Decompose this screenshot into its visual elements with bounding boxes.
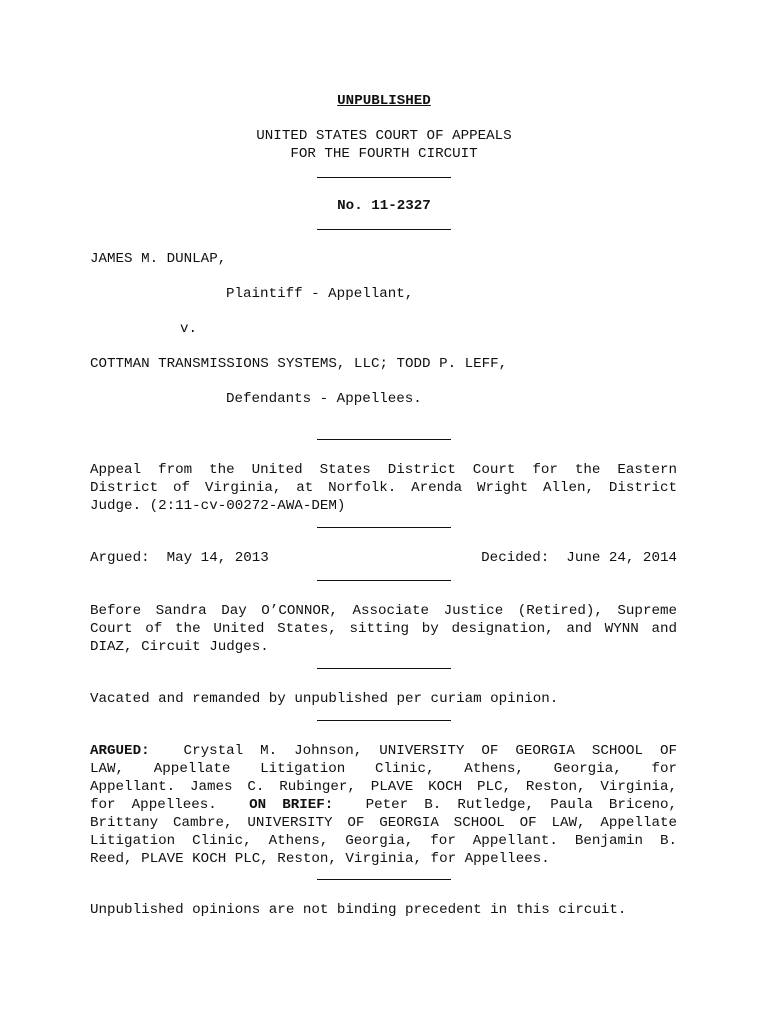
- counsel-line: [90, 796, 677, 814]
- versus: v.: [180, 321, 198, 337]
- appeal-line: Judge. (2:11-cv-00272-AWA-DEM): [90, 498, 346, 514]
- counsel-line: LAW, Appellate Litigation Clinic, Athens, Georgia, for: [90, 761, 677, 777]
- appeal-line: Appeal from the United States District Court for the Eastern: [90, 462, 677, 478]
- divider: [317, 177, 451, 178]
- panel-line: Court of the United States, sitting by designation, and WYNN and: [90, 621, 677, 637]
- case-number: No. 11-2327: [337, 198, 431, 214]
- appeal-paragraph: [90, 461, 677, 515]
- counsel-text: for Appellees.: [90, 797, 250, 813]
- argued-label: ARGUED:: [90, 743, 150, 759]
- disposition: Vacated and remanded by unpublished per curiam opinion.: [90, 691, 559, 707]
- unpublished-label: UNPUBLISHED: [337, 93, 431, 109]
- court-name-line-1: UNITED STATES COURT OF APPEALS: [256, 128, 512, 144]
- counsel-line: Litigation Clinic, Athens, Georgia, for Appellant. Benjamin B.: [90, 833, 677, 849]
- appeal-line: District of Virginia, at Norfolk. Arenda Wright Allen, District: [90, 480, 677, 496]
- defendant-role: Defendants - Appellees.: [226, 391, 422, 407]
- divider: [317, 527, 451, 528]
- divider: [317, 720, 451, 721]
- counsel-line: Reed, PLAVE KOCH PLC, Reston, Virginia, for Appellees.: [90, 851, 550, 867]
- counsel-line: Appellant. James C. Rubinger, PLAVE KOCH PLC, Reston, Virginia,: [90, 779, 677, 795]
- divider: [317, 229, 451, 230]
- counsel-paragraph: [90, 742, 677, 868]
- divider: [317, 668, 451, 669]
- counsel-line: Brittany Cambre, UNIVERSITY OF GEORGIA SCHOOL OF LAW, Appellate: [90, 815, 677, 831]
- plaintiff-role: Plaintiff - Appellant,: [226, 286, 414, 302]
- decided-date: Decided: June 24, 2014: [481, 550, 677, 566]
- divider: [317, 580, 451, 581]
- counsel-text: Crystal M. Johnson, UNIVERSITY OF GEORGIA SCHOOL OF: [149, 743, 677, 759]
- counsel-line: [90, 742, 677, 760]
- divider: [317, 439, 451, 440]
- footer-note: Unpublished opinions are not binding precedent in this circuit.: [90, 902, 627, 918]
- panel-line: Before Sandra Day O’CONNOR, Associate Justice (Retired), Supreme: [90, 603, 677, 619]
- panel-paragraph: [90, 602, 677, 656]
- on-brief-label: ON BRIEF:: [249, 797, 334, 813]
- counsel-text: Peter B. Rutledge, Paula Briceno,: [333, 797, 677, 813]
- plaintiff-name: JAMES M. DUNLAP,: [90, 251, 227, 267]
- argued-date: Argued: May 14, 2013: [90, 550, 269, 566]
- defendant-names: COTTMAN TRANSMISSIONS SYSTEMS, LLC; TODD P. LEFF,: [90, 356, 508, 372]
- divider: [317, 879, 451, 880]
- court-name-line-2: FOR THE FOURTH CIRCUIT: [290, 146, 478, 162]
- panel-line: DIAZ, Circuit Judges.: [90, 639, 269, 655]
